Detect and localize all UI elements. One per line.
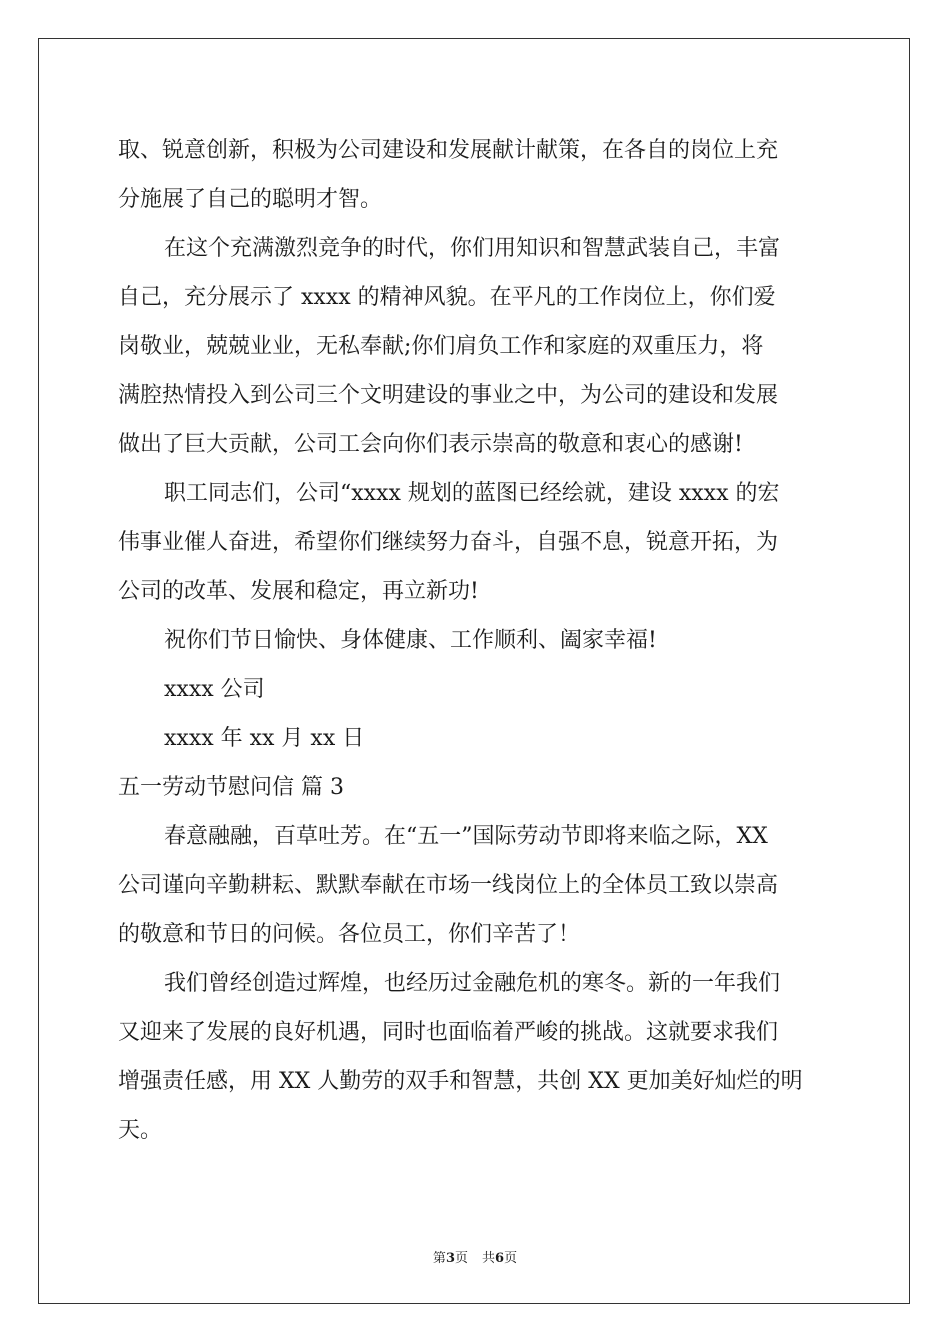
total-label-suffix: 页 xyxy=(504,1251,518,1266)
text-line: xxxx 年 xx 月 xx 日 xyxy=(164,726,365,751)
text-line: 取、锐意创新，积极为公司建设和发展献计献策，在各自的岗位上充 xyxy=(118,138,779,163)
text-line: 祝你们节日愉快、身体健康、工作顺利、阖家幸福! xyxy=(164,628,657,653)
text-line: 天。 xyxy=(118,1118,163,1143)
page-number: 3 xyxy=(445,1251,455,1266)
text-line: 岗敬业，兢兢业业，无私奉献;你们肩负工作和家庭的双重压力，将 xyxy=(118,334,764,359)
text-line: 公司的改革、发展和稳定，再立新功! xyxy=(118,579,479,604)
text-line: 增强责任感，用 XX 人勤劳的双手和智慧，共创 XX 更加美好灿烂的明 xyxy=(118,1069,803,1094)
page-label-prefix: 第 xyxy=(432,1251,446,1266)
text-line: 公司谨向辛勤耕耘、默默奉献在市场一线岗位上的全体员工致以崇高 xyxy=(118,873,779,898)
text-line: 伟事业催人奋进，希望你们继续努力奋斗，自强不息，锐意开拓，为 xyxy=(118,530,779,555)
text-line: 的敬意和节日的问候。各位员工，你们辛苦了！ xyxy=(118,922,581,947)
text-line: 在这个充满激烈竞争的时代，你们用知识和智慧武装自己，丰富 xyxy=(164,236,781,261)
total-pages: 6 xyxy=(495,1251,505,1266)
document-body xyxy=(118,126,834,1155)
text-line: 分施展了自己的聪明才智。 xyxy=(118,187,383,212)
total-label-prefix: 共 xyxy=(482,1251,496,1266)
text-line: 五一劳动节慰问信 篇 3 xyxy=(118,775,344,800)
text-line: 我们曾经创造过辉煌，也经历过金融危机的寒冬。新的一年我们 xyxy=(164,971,781,996)
page-label-suffix: 页 xyxy=(454,1251,468,1266)
text-line: 职工同志们，公司“xxxx 规划的蓝图已经绘就，建设 xxxx 的宏 xyxy=(164,481,780,506)
text-line: 自己，充分展示了 xxxx 的精神风貌。在平凡的工作岗位上，你们爱 xyxy=(118,285,776,310)
text-line: 做出了巨大贡献，公司工会向你们表示崇高的敬意和衷心的感谢! xyxy=(118,432,743,457)
text-line: 春意融融，百草吐芳。在“五一”国际劳动节即将来临之际，XX xyxy=(164,824,768,849)
text-line: 又迎来了发展的良好机遇，同时也面临着严峻的挑战。这就要求我们 xyxy=(118,1020,779,1045)
page-footer xyxy=(0,1247,950,1266)
text-line: 满腔热情投入到公司三个文明建设的事业之中，为公司的建设和发展 xyxy=(118,383,779,408)
text-line: xxxx 公司 xyxy=(164,677,265,702)
